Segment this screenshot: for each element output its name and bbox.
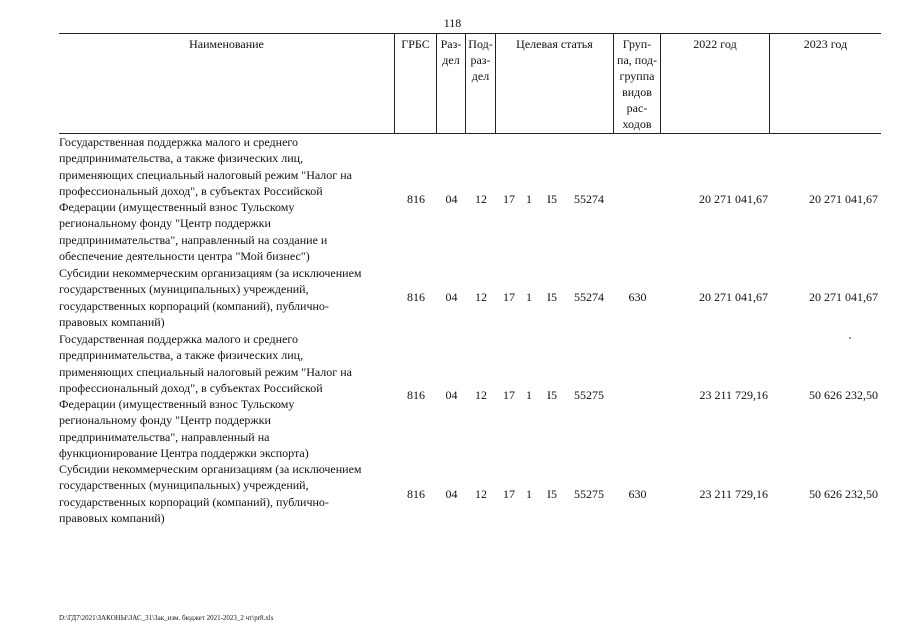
row-target-1: 17 (503, 290, 515, 304)
row-amount-2022: 20 271 041,67 (699, 192, 768, 206)
row-target-1: 17 (503, 192, 515, 206)
row-target-2: 1 (526, 290, 532, 304)
row-target-4: 55275 (574, 388, 604, 402)
table-row (59, 134, 881, 264)
row-amount-2022: 20 271 041,67 (699, 290, 768, 304)
file-path-footer: D:\ГД7\2021\ЗАКОНЫ\ЗАС_31\Зак_изм. бюджет 2021-2023_2 чт\pr8.xls (59, 614, 274, 622)
row-subsection: 12 (475, 487, 487, 501)
row-description: Государственная поддержка малого и среднего предпринимательства, а также физических лиц, применяющих специальный налоговый режим "Налог на профессиональный доход", в субъектах Российской Федерации (имущественный взнос Тульскому региональному фонду "Центр поддержки предпринимательства", направленный на функционирование Центра поддержки экспорта) (59, 332, 352, 461)
row-target-2: 1 (526, 487, 532, 501)
table-header (59, 33, 881, 134)
header-2023: 2023 год (803, 37, 848, 51)
row-subsection: 12 (475, 388, 487, 402)
header-name: Наименование (59, 34, 395, 133)
row-target-3: I5 (547, 290, 557, 304)
row-amount-2022: 23 211 729,16 (699, 388, 768, 402)
row-target-4: 55275 (574, 487, 604, 501)
row-target-3: I5 (547, 388, 557, 402)
row-target-3: I5 (547, 487, 557, 501)
row-amount-2023: 50 626 232,50 (809, 388, 878, 402)
row-subsection: 12 (475, 192, 487, 206)
table-row (59, 461, 881, 527)
row-target-1: 17 (503, 487, 515, 501)
table-row (59, 331, 881, 461)
row-expense-group: 630 (628, 487, 647, 501)
row-target-4: 55274 (574, 290, 604, 304)
row-amount-2023: 20 271 041,67 (809, 192, 878, 206)
row-amount-2023: 20 271 041,67 (809, 290, 878, 304)
row-grbs: 816 (407, 290, 425, 304)
header-target-article: Целевая статья (496, 34, 614, 133)
header-section: Раз- дел (437, 34, 466, 133)
row-expense-group: 630 (628, 290, 647, 304)
row-section: 04 (445, 388, 458, 402)
row-amount-2023: 50 626 232,50 (809, 487, 878, 501)
header-2022: 2022 год (661, 34, 770, 133)
page-number: 118 (443, 16, 462, 30)
row-target-2: 1 (526, 388, 532, 402)
row-subsection: 12 (475, 290, 487, 304)
row-section: 04 (445, 192, 458, 206)
row-target-2: 1 (526, 192, 532, 206)
scan-speck (849, 337, 851, 339)
row-target-3: I5 (547, 192, 557, 206)
row-section: 04 (445, 290, 458, 304)
header-expense-group: Груп- па, под- группа видов рас- ходов (614, 34, 661, 133)
row-grbs: 816 (407, 388, 425, 402)
row-target-4: 55274 (574, 192, 604, 206)
header-subsection: Под- раз- дел (466, 34, 496, 133)
row-description: Субсидии некоммерческим организациям (за исключением государственных (муниципальных) учреждений, государственных корпораций (компаний), публично- правовых компаний) (59, 462, 362, 525)
row-description: Государственная поддержка малого и среднего предпринимательства, а также физических лиц, применяющих специальный налоговый режим "Налог на профессиональный доход", в субъектах Российской Федерации (имущественный взнос Тульскому региональному фонду "Центр поддержки предпринимательства", направленный на создание и обеспечение деятельности центра "Мой бизнес") (59, 135, 352, 264)
header-grbs: ГРБС (395, 34, 437, 133)
table-row (59, 265, 881, 331)
row-grbs: 816 (407, 192, 425, 206)
row-section: 04 (445, 487, 458, 501)
row-amount-2022: 23 211 729,16 (699, 487, 768, 501)
row-grbs: 816 (407, 487, 425, 501)
row-target-1: 17 (503, 388, 515, 402)
row-description: Субсидии некоммерческим организациям (за исключением государственных (муниципальных) учреждений, государственных корпораций (компаний), публично- правовых компаний) (59, 266, 362, 329)
